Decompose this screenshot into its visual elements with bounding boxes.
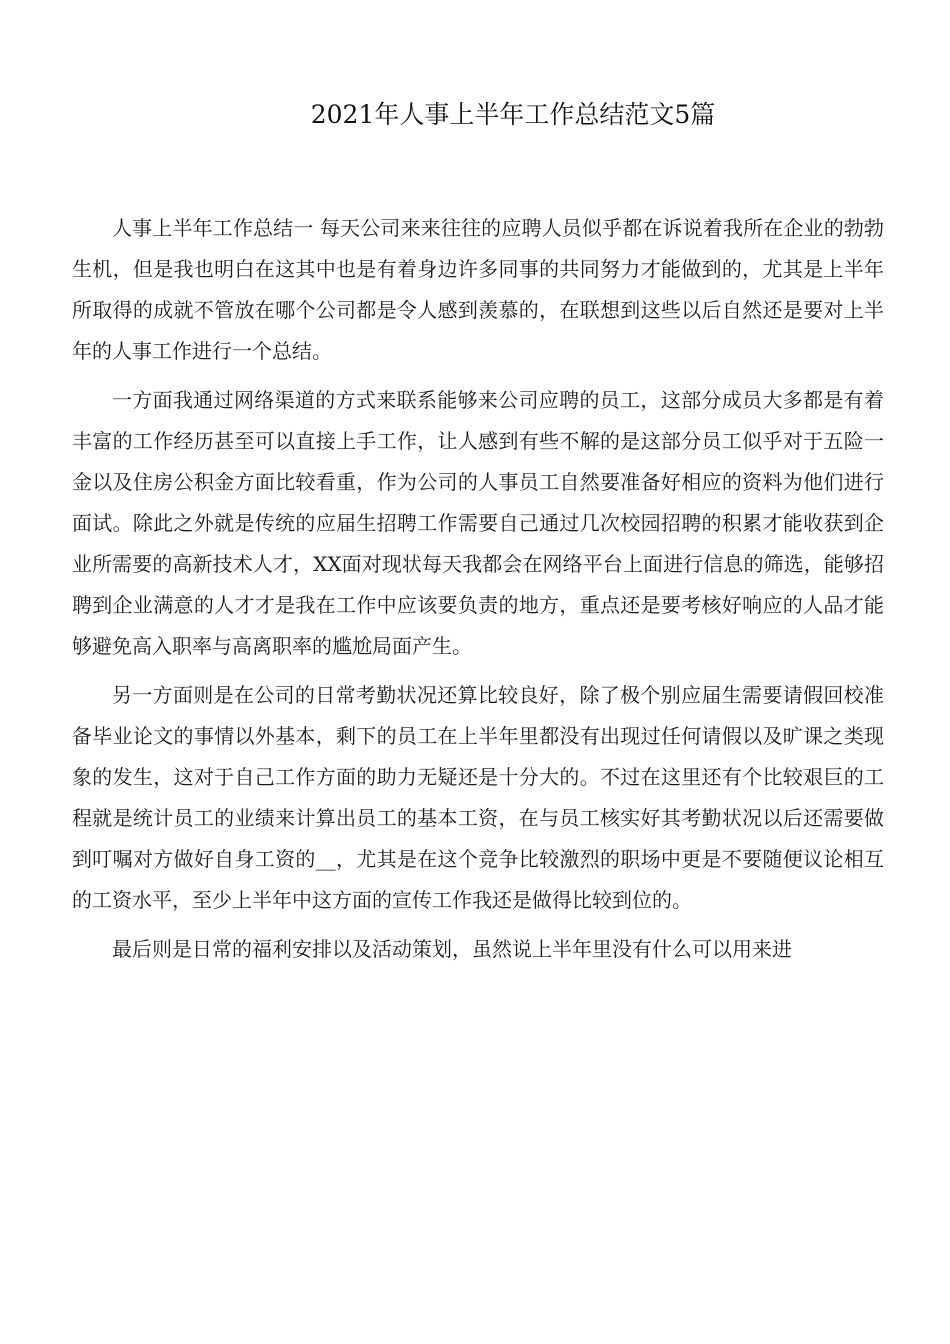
paragraph-3: 另一方面则是在公司的日常考勤状况还算比较良好，除了极个别应届生需要请假回校准备毕业论文的事情以外基本，剩下的员工在上半年里都没有出现过任何请假以及旷课之类现象的发生，这对于自己工作方面的助力无疑还是十分大的。不过在这里还有个比较艰巨的工程就是统计员工的业绩来计算出员工的基本工资，在与员工核实好其考勤状况以后还需要做到叮嘱对方做好自身工资的__，尤其是在这个竞争比较激烈的职场中更是不要随便议论相互的工资水平，至少上半年中这方面的宣传工作我还是做得比较到位的。 [72,683,884,912]
paragraph-2: 一方面我通过网络渠道的方式来联系能够来公司应聘的员工，这部分成员大多都是有着丰富的工作经历甚至可以直接上手工作，让人感到有些不解的是这部分员工似乎对于五险一金以及住房公积金方面比较看重，作为公司的人事员工自然要准备好相应的资料为他们进行面试。除此之外就是传统的应届生招聘工作需要自己通过几次校园招聘的积累才能收获到企业所需要的高新技术人才，XX面对现状每天我都会在网络平台上面进行信息的筛选，能够招聘到企业满意的人才才是我在工作中应该要负责的地方，重点还是要考核好响应的人品才能够避免高入职率与高离职率的尴尬局面产生。 [72,388,884,658]
document-title: 2021年人事上半年工作总结范文5篇 [310,100,716,129]
document-body [72,208,884,978]
paragraph-4: 最后则是日常的福利安排以及活动策划，虽然说上半年里没有什么可以用来进 [112,937,792,961]
paragraph-1: 人事上半年工作总结一 每天公司来来往往的应聘人员似乎都在诉说着我所在企业的勃勃生机，但是我也明白在这其中也是有着身边许多同事的共同努力才能做到的，尤其是上半年所取得的成就不管放在哪个公司都是令人感到羡慕的，在联想到这些以后自然还是要对上半年的人事工作进行一个总结。 [72,216,884,363]
